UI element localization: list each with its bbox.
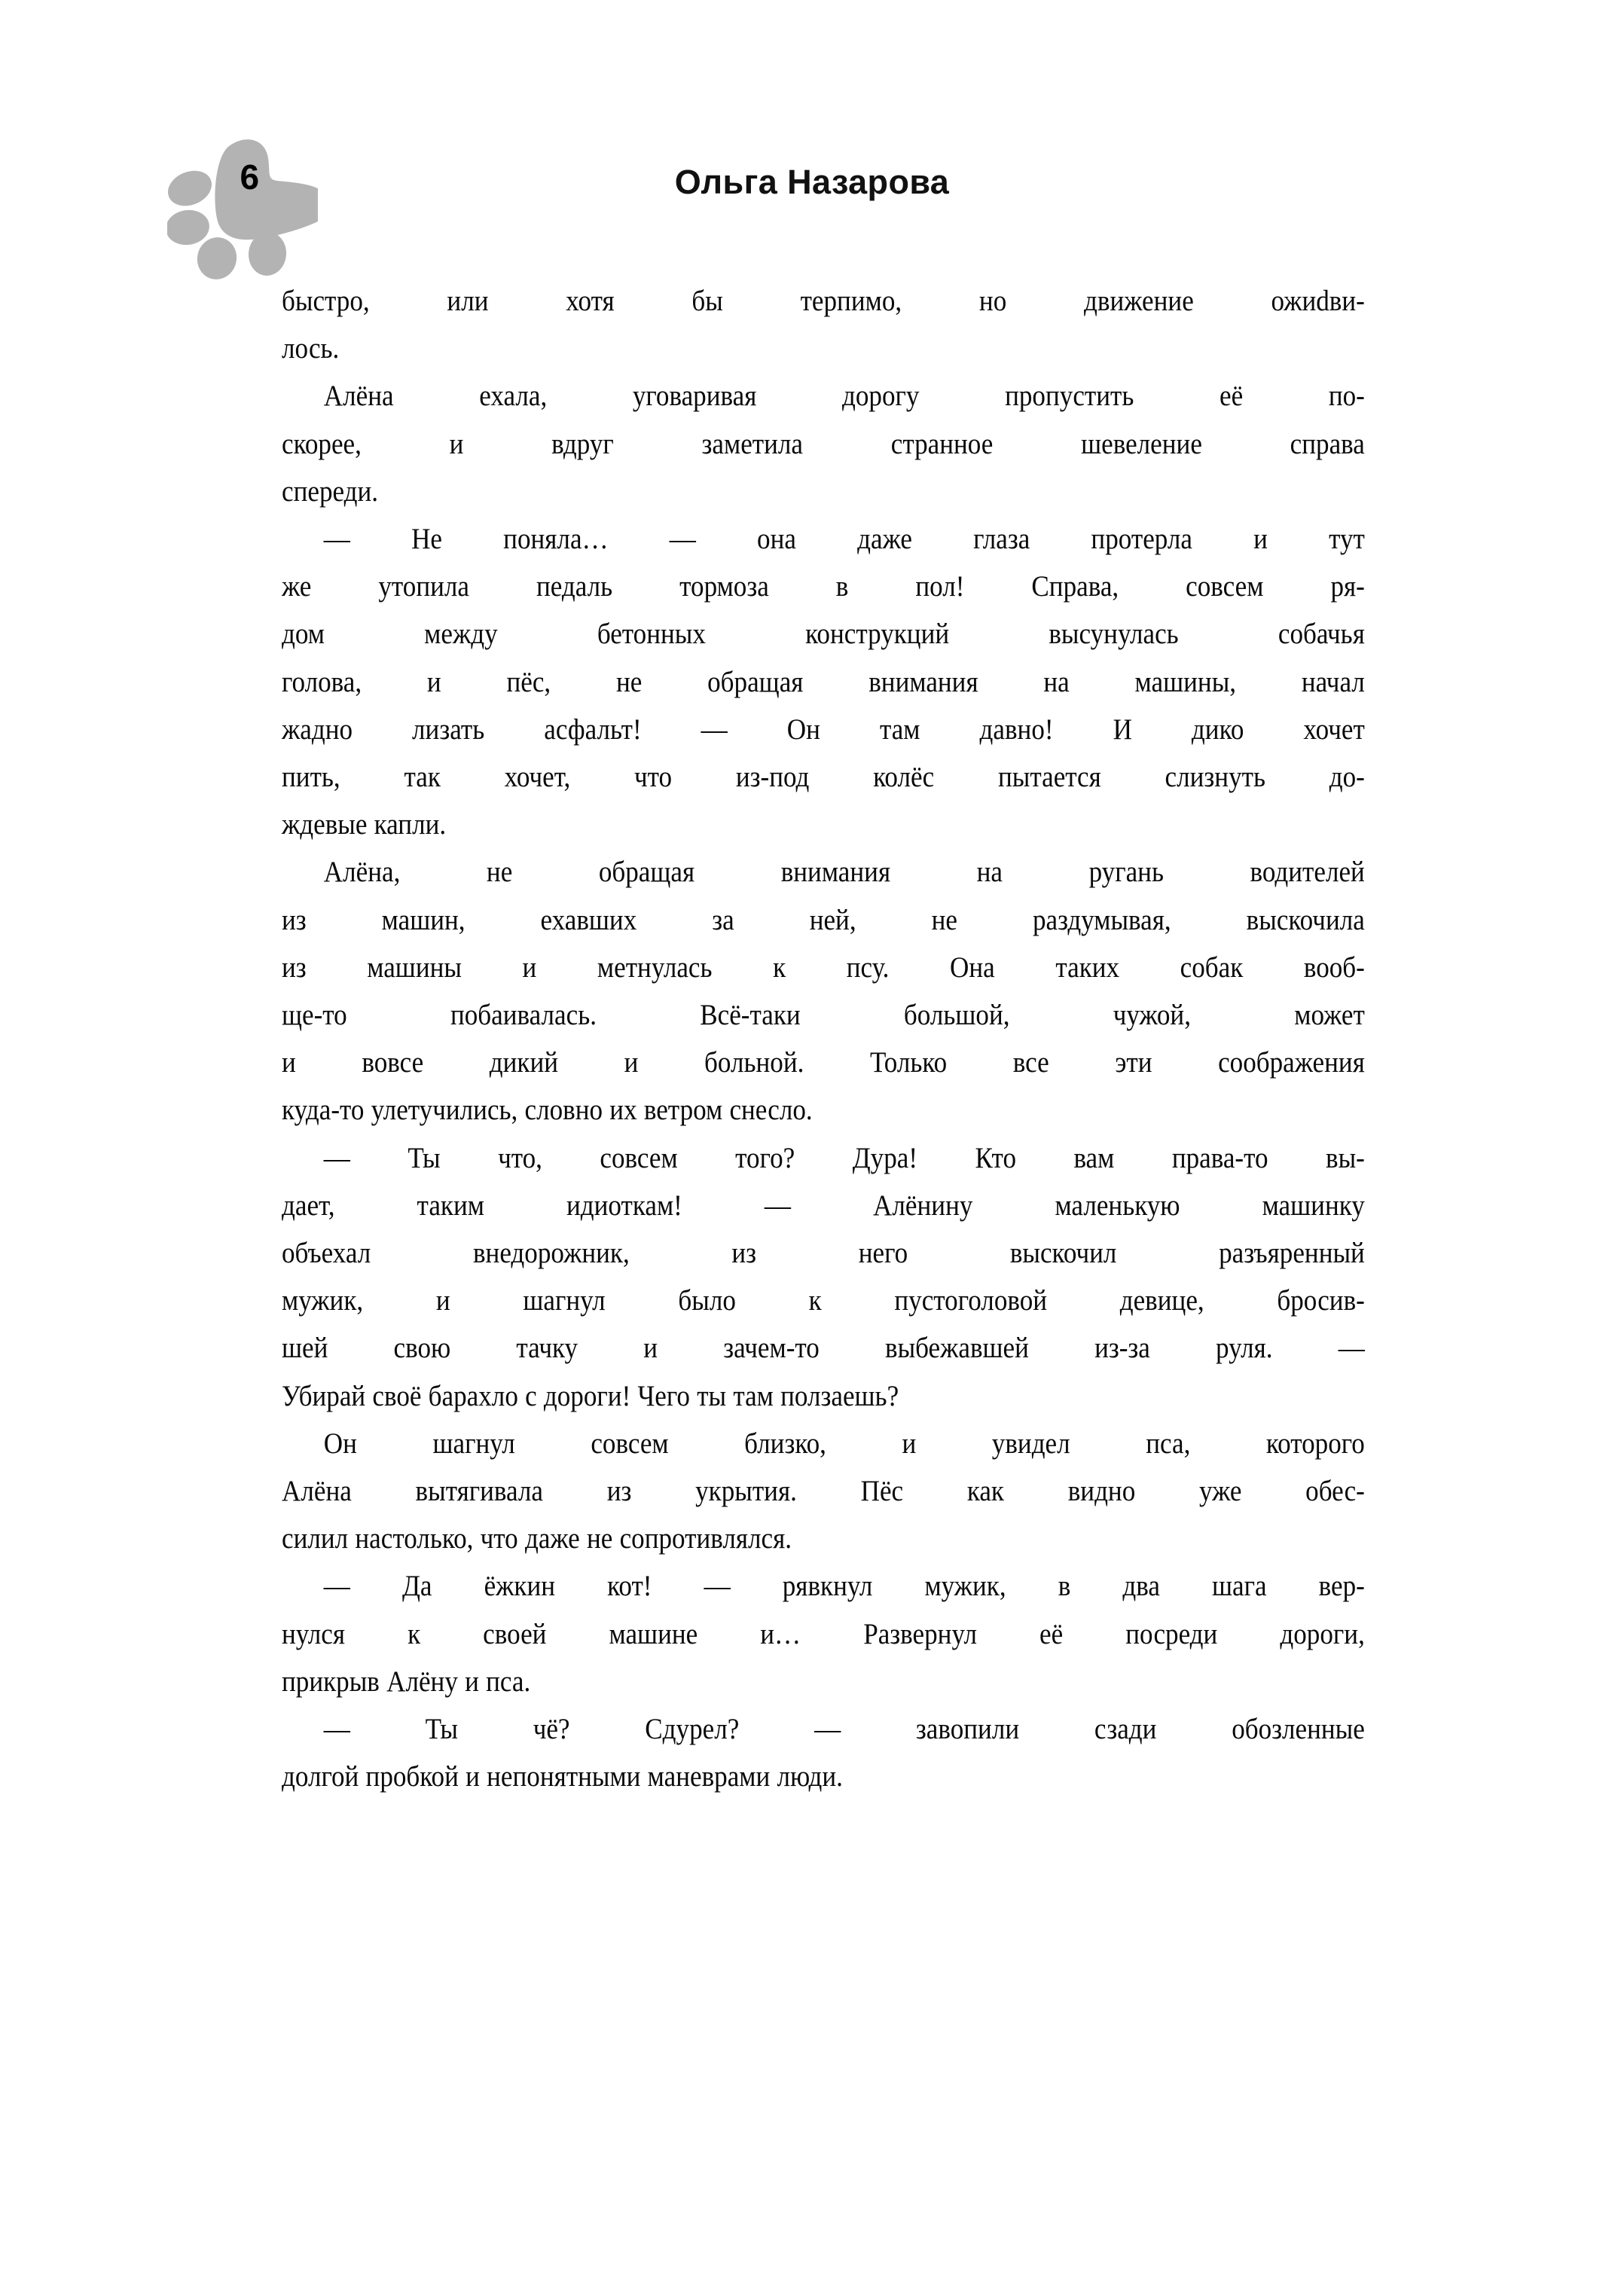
text-line: пить, так хочет, что из-под колёс пытается слизнуть до- [282, 761, 1365, 794]
text-line: шей свою тачку и зачем-то выбежавшей из-за руля. — [282, 1332, 1365, 1365]
text-line: нулся к своей машине и… Развернул её посреди дороги, [282, 1617, 1365, 1650]
text-line: куда-то улетучились, словно их ветром снесло. [282, 1094, 813, 1127]
paragraph [282, 1134, 1365, 1420]
paragraph [282, 1420, 1365, 1563]
text-line: объехал внедорожник, из него выскочил разъяренный [282, 1237, 1365, 1270]
text-line: скорее, и вдруг заметила странное шевеление справа [282, 427, 1365, 460]
text-line: Алёна ехала, уговаривая дорогу пропустить её по- [323, 380, 1365, 413]
text-line: Убирай своё барахло с дороги! Чего ты там ползаешь? [282, 1379, 899, 1412]
text-line: Алёна, не обращая внимания на ругань водителей [323, 856, 1365, 889]
text-line: спереди. [282, 475, 379, 508]
text-line: ще-то побаивалась. Всё-таки большой, чужой, может [282, 999, 1365, 1032]
text-line: прикрыв Алёну и пса. [282, 1665, 531, 1698]
text-line: мужик, и шагнул было к пустоголовой девице, бросив- [282, 1284, 1365, 1317]
text-line: дает, таким идиоткам! — Алёнину маленькую машинку [282, 1189, 1365, 1222]
text-line: и вовсе дикий и больной. Только все эти соображения [282, 1046, 1365, 1079]
text-line: ждевые капли. [282, 808, 447, 841]
text-line: дом между бетонных конструкций высунулась собачья [282, 618, 1365, 651]
text-line: жадно лизать асфальт! — Он там давно! И дико хочет [282, 713, 1365, 746]
paragraph [282, 372, 1365, 515]
text-line: — Да ёжкин кот! — рявкнул мужик, в два шага вер- [323, 1570, 1365, 1603]
text-line: же утопила педаль тормоза в пол! Справа, совсем ря- [282, 570, 1365, 603]
page-number: 6 [240, 157, 259, 197]
paragraph [282, 1562, 1365, 1705]
text-line: Алёна вытягивала из укрытия. Пёс как видно уже обес- [282, 1475, 1365, 1508]
paragraph [282, 515, 1365, 848]
text-line: Он шагнул совсем близко, и увидел пса, которого [323, 1427, 1365, 1460]
author-name: Ольга Назарова [674, 163, 950, 201]
text-line: быстро, или хотя бы терпимо, но движение ожиdви- [282, 285, 1365, 317]
paragraph [282, 848, 1365, 1134]
text-line: лось. [282, 332, 340, 365]
text-line: голова, и пёс, не обращая внимания на машины, начал [282, 665, 1365, 698]
text-line: из машины и метнулась к псу. Она таких собак вооб- [282, 951, 1365, 984]
text-line: — Ты чё? Сдурел? — завопили сзади обозленные [323, 1713, 1365, 1746]
text-line: долгой пробкой и непонятными маневрами люди. [282, 1760, 843, 1793]
text-line: силил настолько, что даже не сопротивлялся. [282, 1522, 792, 1555]
text-line: из машин, ехавших за ней, не раздумывая, выскочила [282, 903, 1365, 936]
paragraph [282, 1705, 1365, 1800]
text-line: — Не поняла… — она даже глаза протерла и тут [323, 523, 1365, 556]
paragraph [282, 277, 1365, 372]
text-line: — Ты что, совсем того? Дура! Кто вам права-то вы- [323, 1141, 1365, 1174]
body-text [282, 277, 1365, 1801]
page-header [0, 0, 1624, 279]
